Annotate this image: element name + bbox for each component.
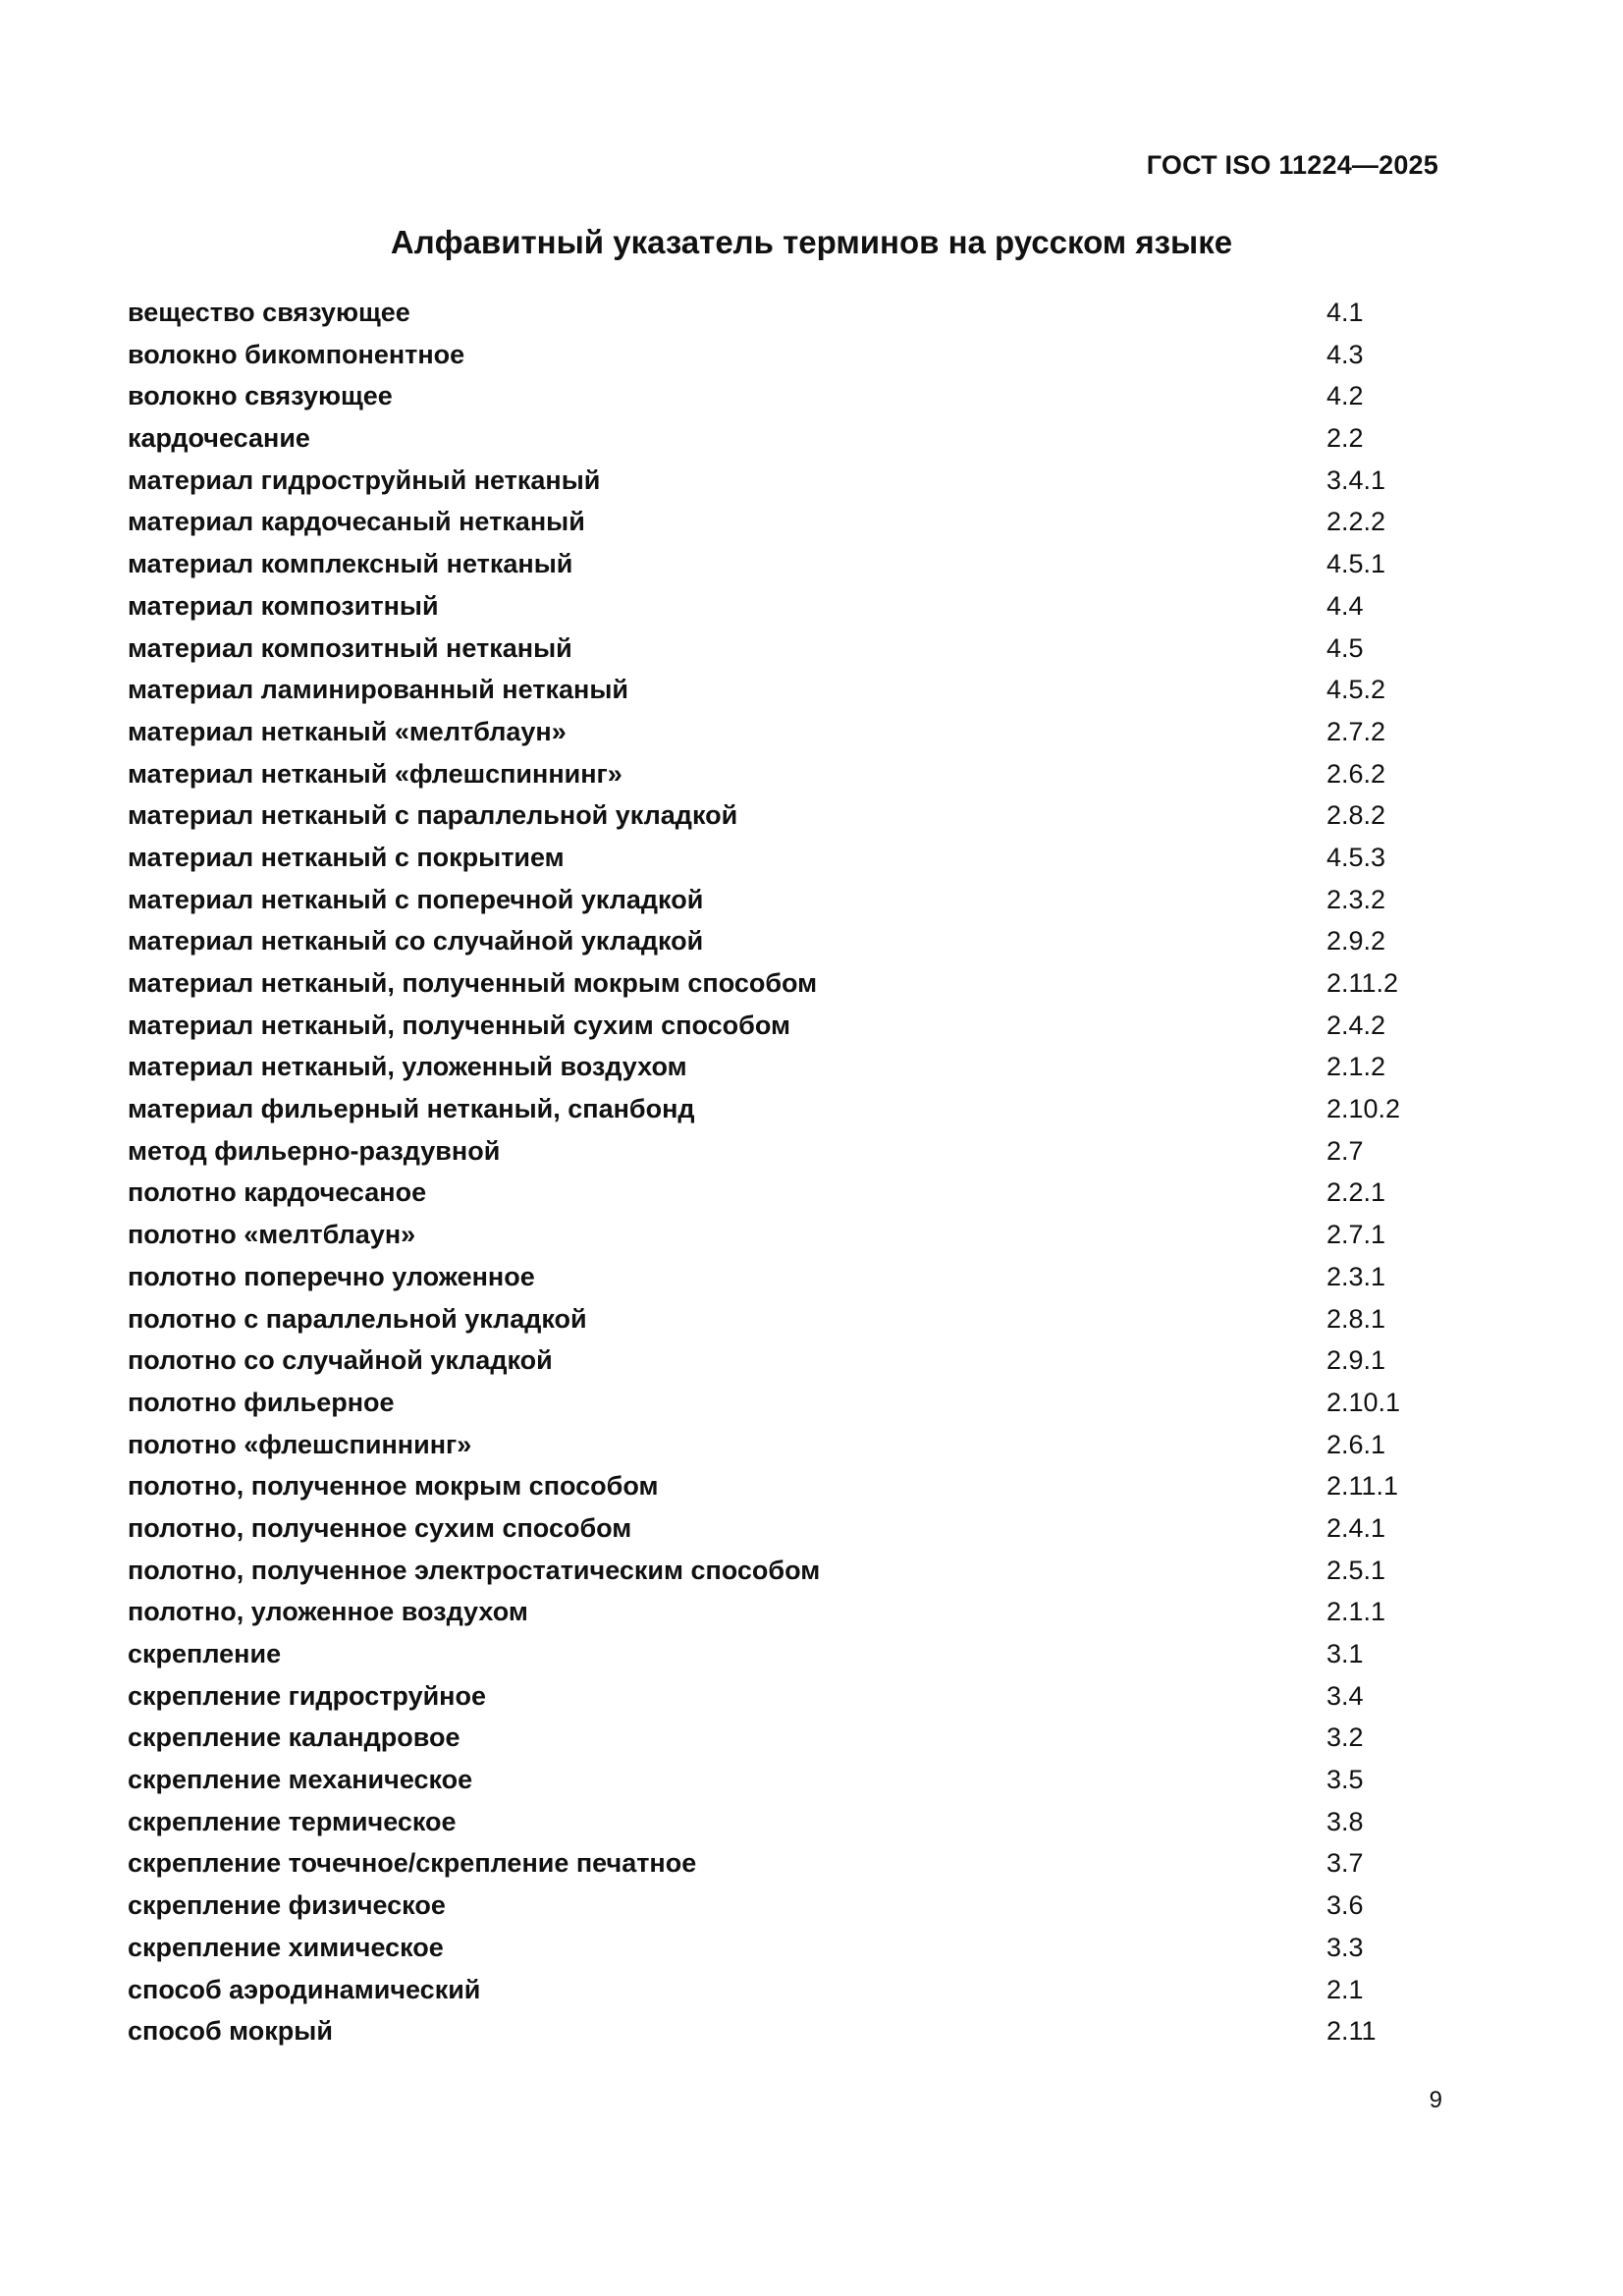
- index-term: полотно со случайной укладкой: [128, 1345, 553, 1376]
- index-ref: 3.3: [1326, 1932, 1364, 1962]
- index-term: материал композитный: [128, 590, 439, 621]
- index-ref: 4.3: [1326, 339, 1364, 369]
- index-ref: 2.1.2: [1326, 1052, 1386, 1082]
- index-term: способ мокрый: [128, 2016, 333, 2047]
- index-entry: [128, 920, 1404, 962]
- index-entry: [128, 585, 1404, 628]
- index-ref: 4.2: [1326, 381, 1364, 411]
- index-ref: 3.5: [1326, 1765, 1364, 1795]
- index-ref: 3.7: [1326, 1848, 1364, 1879]
- index-ref: 2.9.1: [1326, 1345, 1386, 1376]
- index-entry: [128, 292, 1404, 334]
- index-term: полотно, полученное сухим способом: [128, 1512, 632, 1543]
- index-term: материал нетканый, уложенный воздухом: [128, 1052, 687, 1082]
- index-entry: [128, 1759, 1404, 1801]
- index-entry: [128, 962, 1404, 1005]
- index-term: полотно, уложенное воздухом: [128, 1597, 528, 1627]
- index-entry: [128, 1424, 1404, 1466]
- index-term: материал ламинированный нетканый: [128, 675, 628, 705]
- index-entry: [128, 375, 1404, 417]
- index-entry: [128, 1465, 1404, 1507]
- index-ref: 2.3.2: [1326, 884, 1386, 914]
- index-ref: 2.8.2: [1326, 800, 1386, 831]
- index-ref: 2.6.1: [1326, 1429, 1386, 1459]
- index-ref: 2.11.2: [1326, 968, 1399, 998]
- index-ref: 2.5.1: [1326, 1555, 1386, 1585]
- index-entry: [128, 753, 1404, 795]
- page-number: 9: [1429, 2087, 1442, 2113]
- index-term: способ аэродинамический: [128, 1974, 481, 2004]
- index-ref: 2.11: [1326, 2016, 1377, 2047]
- index-term: полотно поперечно уложенное: [128, 1261, 535, 1291]
- index-ref: 2.7: [1326, 1135, 1364, 1166]
- index-entry: [128, 417, 1404, 460]
- index-ref: 2.7.1: [1326, 1220, 1386, 1250]
- index-entry: [128, 1005, 1404, 1047]
- index-entry: [128, 1591, 1404, 1633]
- index-ref: 2.10.1: [1326, 1387, 1401, 1417]
- index-term: полотно, полученное мокрым способом: [128, 1471, 659, 1502]
- index-ref: 2.6.2: [1326, 758, 1386, 789]
- index-entry: [128, 334, 1404, 376]
- index-entry: [128, 1927, 1404, 1969]
- index-term: скрепление физическое: [128, 1890, 446, 1921]
- index-ref: 2.7.2: [1326, 716, 1386, 746]
- index-entry: [128, 628, 1404, 670]
- index-term: материал нетканый «флешспиннинг»: [128, 758, 622, 789]
- index-ref: 3.4: [1326, 1680, 1364, 1711]
- index-ref: 2.4.1: [1326, 1512, 1386, 1543]
- index-ref: 4.5.3: [1326, 842, 1386, 872]
- index-entry: [128, 460, 1404, 502]
- index-ref: 3.2: [1326, 1722, 1364, 1753]
- index-entry: [128, 1717, 1404, 1759]
- index-term: материал гидроструйный нетканый: [128, 465, 601, 495]
- index-ref: 2.1: [1326, 1974, 1364, 2004]
- index-entry: [128, 1382, 1404, 1424]
- index-term: полотно фильерное: [128, 1387, 395, 1417]
- index-entry: [128, 669, 1404, 711]
- index-ref: 3.6: [1326, 1890, 1364, 1921]
- index-entry: [128, 1969, 1404, 2011]
- index-entry: [128, 1675, 1404, 1718]
- index-ref: 2.2.2: [1326, 507, 1386, 537]
- document-code: ГОСТ ISO 11224—2025: [1146, 150, 1438, 180]
- index-term: скрепление точечное/скрепление печатное: [128, 1848, 697, 1879]
- index-entry: [128, 1550, 1404, 1592]
- index-term: материал нетканый с покрытием: [128, 842, 565, 872]
- index-term: полотно «флешспиннинг»: [128, 1429, 472, 1459]
- index-ref: 4.5.2: [1326, 675, 1386, 705]
- index-term: материал нетканый, полученный сухим способом: [128, 1010, 790, 1040]
- index-ref: 2.10.2: [1326, 1094, 1401, 1124]
- index-entry: [128, 1298, 1404, 1340]
- index-entry: [128, 2010, 1404, 2052]
- index-entry: [128, 1885, 1404, 1927]
- index-term: скрепление термическое: [128, 1806, 457, 1836]
- index-term: кардочесание: [128, 423, 310, 454]
- index-entry: [128, 1088, 1404, 1130]
- index-ref: 3.4.1: [1326, 465, 1386, 495]
- index-entry: [128, 1130, 1404, 1173]
- index-term: волокно связующее: [128, 381, 393, 411]
- index-term: материал комплексный нетканый: [128, 549, 573, 579]
- index-term: скрепление химическое: [128, 1932, 444, 1962]
- index-term: скрепление каландровое: [128, 1722, 460, 1753]
- index-entry: [128, 1633, 1404, 1675]
- index-term: материал фильерный нетканый, спанбонд: [128, 1094, 695, 1124]
- index-term: материал нетканый с параллельной укладкой: [128, 800, 738, 831]
- index-ref: 3.1: [1326, 1639, 1364, 1668]
- index-ref: 2.11.1: [1326, 1471, 1399, 1502]
- index-entry: [128, 837, 1404, 879]
- index-ref: 2.9.2: [1326, 926, 1386, 957]
- index-entry: [128, 711, 1404, 753]
- index-entry: [128, 794, 1404, 837]
- index-term: материал кардочесаный нетканый: [128, 507, 585, 537]
- index-entry: [128, 1801, 1404, 1843]
- index-entry: [128, 501, 1404, 543]
- index-term: полотно кардочесаное: [128, 1177, 427, 1208]
- index-ref: 2.4.2: [1326, 1010, 1386, 1040]
- index-term: материал нетканый «мелтблаун»: [128, 716, 567, 746]
- index-ref: 3.8: [1326, 1806, 1364, 1836]
- index-entry: [128, 1172, 1404, 1214]
- index-ref: 4.1: [1326, 298, 1364, 327]
- index-term: материал композитный нетканый: [128, 632, 572, 663]
- index-term: скрепление механическое: [128, 1765, 473, 1795]
- index-term: полотно с параллельной укладкой: [128, 1303, 587, 1334]
- index-ref: 4.5: [1326, 632, 1364, 663]
- index-entry: [128, 1214, 1404, 1256]
- index-term: волокно бикомпонентное: [128, 339, 465, 369]
- index-term: материал нетканый, полученный мокрым способом: [128, 968, 818, 998]
- index-ref: 2.2.1: [1326, 1177, 1386, 1208]
- page-title: Алфавитный указатель терминов на русском языке: [390, 224, 1233, 260]
- index-ref: 2.8.1: [1326, 1303, 1386, 1334]
- index-term: вещество связующее: [128, 298, 410, 327]
- index-entry: [128, 879, 1404, 921]
- index-list: [128, 292, 1404, 2052]
- index-entry: [128, 1507, 1404, 1550]
- index-term: метод фильерно-раздувной: [128, 1135, 501, 1166]
- index-term: материал нетканый с поперечной укладкой: [128, 884, 704, 914]
- index-term: материал нетканый со случайной укладкой: [128, 926, 704, 957]
- index-entry: [128, 543, 1404, 585]
- index-entry: [128, 1842, 1404, 1885]
- index-ref: 2.2: [1326, 423, 1364, 454]
- index-term: скрепление: [128, 1639, 282, 1668]
- index-entry: [128, 1339, 1404, 1382]
- index-entry: [128, 1256, 1404, 1298]
- index-term: скрепление гидроструйное: [128, 1680, 487, 1711]
- index-ref: 2.1.1: [1326, 1597, 1386, 1627]
- index-ref: 2.3.1: [1326, 1261, 1386, 1291]
- index-entry: [128, 1046, 1404, 1088]
- index-term: полотно, полученное электростатическим способом: [128, 1555, 821, 1585]
- index-term: полотно «мелтблаун»: [128, 1220, 416, 1250]
- index-ref: 4.5.1: [1326, 549, 1386, 579]
- index-ref: 4.4: [1326, 590, 1364, 621]
